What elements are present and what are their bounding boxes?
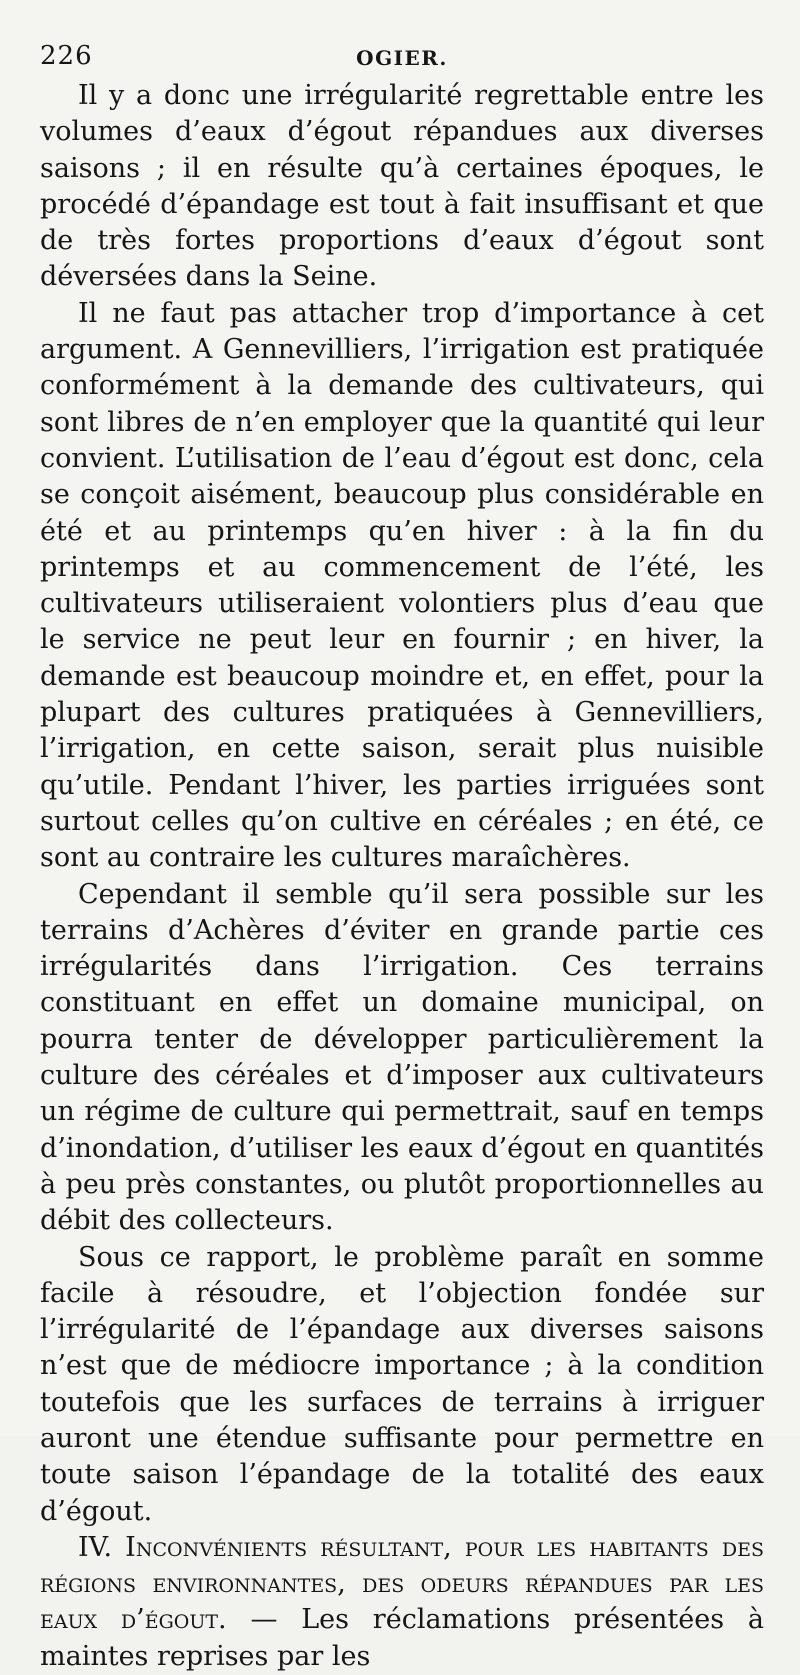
section-title: IV. Inconvénients résultant, pour les habitants des régions environnantes, des odeurs répandues par les eaux d’égout. — [40, 1531, 764, 1636]
page-body — [40, 78, 764, 1675]
page-header — [40, 34, 764, 74]
paragraph-4: Sous ce rapport, le problème paraît en somme facile à résoudre, et l’objection fondée sur l’irrégularité de l’épandage aux diverses saisons n’est que de médiocre importance ; à la condition toutefois que les surfaces de terrains à irriguer auront une étendue suffisante pour permettre en toute saison l’épandage de la totalité des eaux d’égout. — [40, 1241, 764, 1527]
page-number: 226 — [40, 41, 93, 71]
section-text: — Les réclamations présentées à maintes reprises par les — [40, 1604, 764, 1672]
section-paragraph — [40, 1530, 764, 1675]
paragraph-1: Il y a donc une irrégularité regrettable entre les volumes d’eaux d’égout répandues aux diverses saisons ; il en résulte qu’à certaines époques, le procédé d’épandage est tout à fait insuffisant et que de très fortes proportions d’eaux d’égout sont déversées dans la Seine. — [40, 80, 764, 293]
paragraph-3: Cependant il semble qu’il sera possible sur les terrains d’Achères d’éviter en grande partie ces irrégularités dans l’irrigation. Ces terrains constituant en effet un domaine municipal, on pourra tenter de développer particulièrement la culture des céréales et d’imposer aux cultivateurs un régime de culture qui permettrait, sauf en temps d’inondation, d’utiliser les eaux d’égout en quantités à peu près constantes, ou plutôt proportionnelles au débit des collecteurs. — [40, 878, 764, 1237]
running-head: OGIER. — [356, 46, 448, 70]
paragraph-2: Il ne faut pas attacher trop d’importance à cet argument. A Gennevilliers, l’irrigation est pratiquée conformément à la demande des cultivateurs, qui sont libres de n’en employer que la quantité qui leur convient. L’utilisation de l’eau d’égout est donc, cela se conçoit aisément, beaucoup plus considérable en été et au printemps qu’en hiver : à la fin du printemps et au commencement de l’été, les cultivateurs utiliseraient volontiers plus d’eau que le service ne peut leur en fournir ; en hiver, la demande est beaucoup moindre et, en effet, pour la plupart des cultures pratiquées à Gennevilliers, l’irrigation, en cette saison, serait plus nuisible qu’utile. Pendant l’hiver, les parties irriguées sont surtout celles qu’on cultive en céréales ; en été, ce sont au contraire les cultures maraîchères. — [40, 297, 764, 874]
